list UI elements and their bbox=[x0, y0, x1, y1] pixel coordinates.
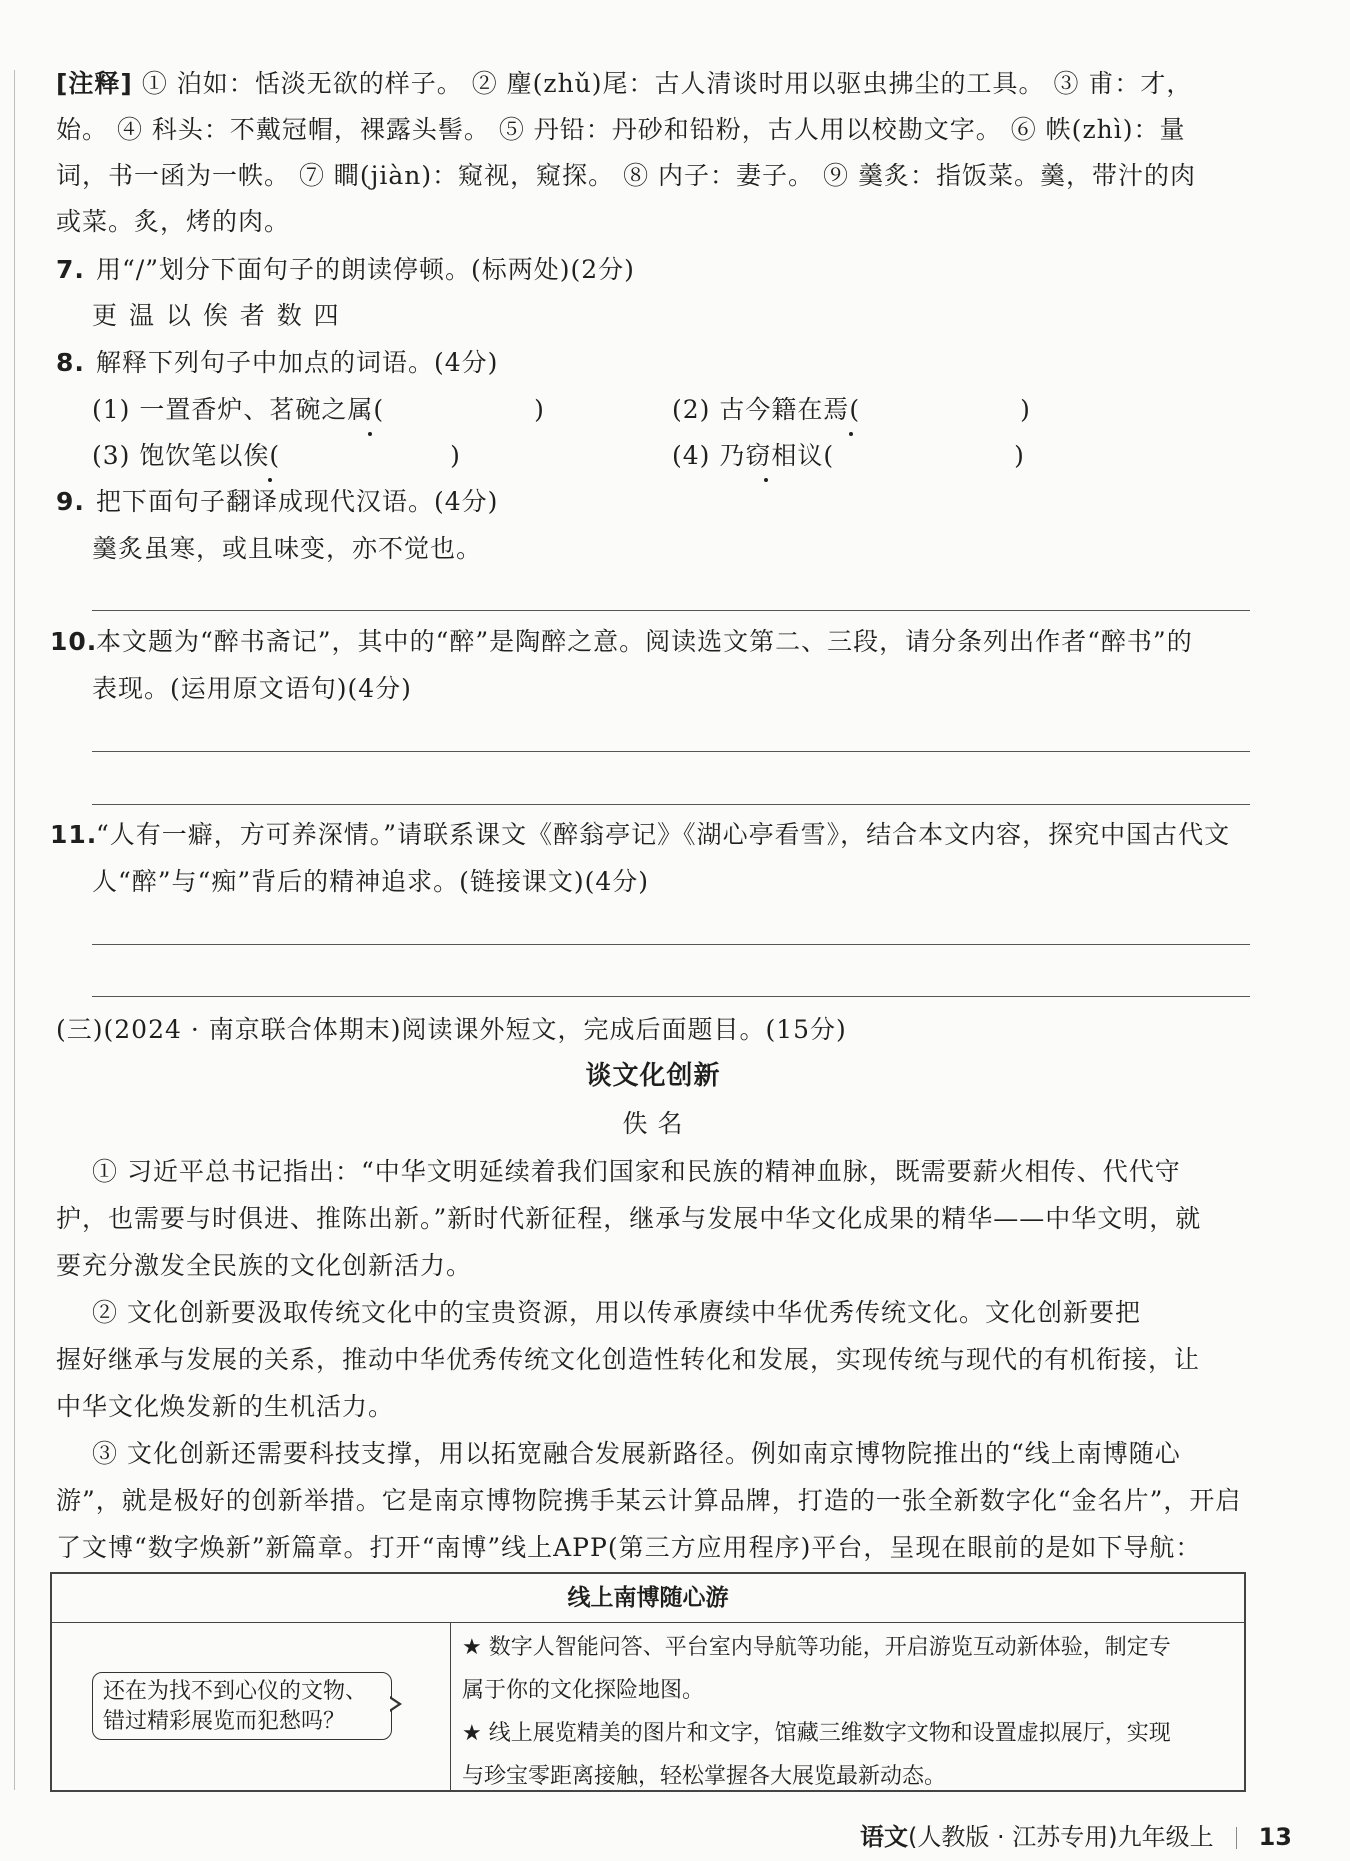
feature-line-2: 属于你的文化探险地图。 bbox=[462, 1678, 705, 1703]
page-footer bbox=[860, 1817, 1292, 1852]
answer-line[interactable] bbox=[92, 751, 1250, 752]
bubble-line-1: 还在为找不到心仪的文物、 bbox=[103, 1679, 368, 1704]
emphasis-dot bbox=[764, 478, 768, 482]
question-text: 本文题为“醉书斋记”，其中的“醉”是陶醉之意。阅读选文第二、三段，请分条列出作者“醉书”的 bbox=[96, 627, 1193, 656]
question-9 bbox=[56, 484, 1250, 520]
answer-line[interactable] bbox=[92, 944, 1250, 945]
article-p3-line-1: ③ 文化创新还需要科技支撑，用以拓宽融合发展新路径。例如南京博物院推出的“线上南博随心 bbox=[92, 1439, 1181, 1468]
bubble-line-2: 错过精彩展览而犯愁吗？ bbox=[103, 1709, 346, 1734]
item-text: (4) 乃窃相议( bbox=[672, 441, 835, 470]
notes-line-4: 或菜。炙，烤的肉。 bbox=[56, 207, 291, 236]
article-p1-line-1: ① 习近平总书记指出：“中华文明延续着我们国家和民族的精神血脉，既需要薪火相传、代代守 bbox=[92, 1157, 1181, 1186]
q10-line-2: 表现。(运用原文语句)(4分) bbox=[92, 674, 412, 703]
item-text: (3) 饱饮笔以俟( bbox=[92, 441, 281, 470]
item-close: ) bbox=[1014, 441, 1025, 470]
question-number: 9. bbox=[56, 487, 85, 516]
binding-rule bbox=[14, 70, 15, 1790]
question-text: “人有一癖，方可养深情。”请联系课文《醉翁亭记》《湖心亭看雪》，结合本文内容，探究中国古代文 bbox=[96, 820, 1231, 849]
notes-tag: [注释] bbox=[56, 69, 133, 98]
article-p1-line-2: 护，也需要与时俱进、推陈出新。”新时代新征程，继承与发展中华文化成果的精华——中华文明，就 bbox=[56, 1204, 1202, 1233]
emphasis-dot bbox=[849, 432, 853, 436]
question-number: 11. bbox=[50, 820, 98, 849]
article-p3-line-2: 游”，就是极好的创新举措。它是南京博物院携手某云计算品牌，打造的一张全新数字化“金名片”，开启 bbox=[56, 1486, 1242, 1515]
q9-sentence: 羹炙虽寒，或且味变，亦不觉也。 bbox=[92, 534, 483, 563]
article-p2-line-1: ② 文化创新要汲取传统文化中的宝贵资源，用以传承赓续中华优秀传统文化。文化创新要把 bbox=[92, 1298, 1141, 1327]
q8-item-1 bbox=[92, 392, 612, 428]
question-number: 7. bbox=[56, 255, 85, 284]
item-text: (1) 一置香炉、茗碗之属( bbox=[92, 395, 385, 424]
feature-line-4: 与珍宝零距离接触，轻松掌握各大展览最新动态。 bbox=[462, 1764, 947, 1789]
question-11 bbox=[50, 817, 1250, 853]
footer-edition: (人教版 · 江苏专用)九年级上 bbox=[907, 1823, 1214, 1851]
emphasis-dot bbox=[368, 432, 372, 436]
answer-line[interactable] bbox=[92, 804, 1250, 805]
bubble-tail-inner bbox=[389, 1698, 398, 1710]
notes-line-3: 词，书一函为一帙。 ⑦ 瞷(jiàn)：窥视，窥探。 ⑧ 内子：妻子。 ⑨ 羹炙：指饭菜。羹，带汁的肉 bbox=[56, 161, 1196, 190]
q8-item-2 bbox=[672, 392, 1232, 428]
navigation-table-right-cell bbox=[462, 1626, 1238, 1798]
item-close: ) bbox=[450, 441, 461, 470]
page-number: 13 bbox=[1258, 1823, 1292, 1851]
emphasis-dot bbox=[268, 478, 272, 482]
article-p2-line-2: 握好继承与发展的关系，推动中华优秀传统文化创造性转化和发展，实现传统与现代的有机衔接，让 bbox=[56, 1345, 1201, 1374]
q8-item-4 bbox=[672, 438, 1232, 474]
notes-line-2: 始。 ④ 科头：不戴冠帽，裸露头髻。 ⑤ 丹铅：丹砂和铅粉，古人用以校勘文字。 ⑥ 帙(zhì)：量 bbox=[56, 115, 1186, 144]
q8-item-3 bbox=[92, 438, 612, 474]
feature-line-1: ★ 数字人智能问答、平台室内导航等功能，开启游览互动新体验，制定专 bbox=[462, 1635, 1171, 1660]
article-author: 佚 名 bbox=[622, 1109, 684, 1138]
question-text: 解释下列句子中加点的词语。(4分) bbox=[96, 348, 499, 377]
question-number: 10. bbox=[50, 627, 98, 656]
notes-text-1: ① 泊如：恬淡无欲的样子。 ② 麈(zhǔ)尾：古人清谈时用以驱虫拂尘的工具。 ③ 甫：才， bbox=[141, 69, 1193, 98]
answer-line[interactable] bbox=[92, 996, 1250, 997]
footer-divider bbox=[1236, 1827, 1237, 1849]
feature-line-3: ★ 线上展览精美的图片和文字，馆藏三维数字文物和设置虚拟展厅，实现 bbox=[462, 1721, 1171, 1746]
item-close: ) bbox=[1020, 395, 1031, 424]
footer-subject: 语文 bbox=[859, 1823, 908, 1851]
question-7 bbox=[56, 252, 1250, 288]
question-text: 用“/”划分下面句子的朗读停顿。(标两处)(2分) bbox=[96, 255, 635, 284]
question-text: 把下面句子翻译成现代汉语。(4分) bbox=[96, 487, 499, 516]
article-p2-line-3: 中华文化焕发新的生机活力。 bbox=[56, 1392, 395, 1421]
article-p1-line-3: 要充分激发全民族的文化创新活力。 bbox=[56, 1251, 473, 1280]
item-text: (2) 古今籍在焉( bbox=[672, 395, 861, 424]
navigation-table-title: 线上南博随心游 bbox=[52, 1574, 1244, 1623]
question-10 bbox=[50, 624, 1250, 660]
article-title: 谈文化创新 bbox=[585, 1061, 721, 1091]
speech-bubble bbox=[92, 1672, 392, 1740]
article-p3-line-3: 了文博“数字焕新”新篇章。打开“南博”线上APP(第三方应用程序)平台，呈现在眼前的是如下导航： bbox=[56, 1533, 1202, 1562]
question-number: 8. bbox=[56, 348, 85, 377]
q11-line-2: 人“醉”与“痴”背后的精神追求。(链接课文)(4分) bbox=[92, 867, 650, 896]
q7-sentence: 更 温 以 俟 者 数 四 bbox=[92, 301, 341, 330]
navigation-table bbox=[50, 1572, 1246, 1792]
question-8 bbox=[56, 345, 1250, 381]
item-close: ) bbox=[534, 395, 545, 424]
section-3-heading: (三)(2024 · 南京联合体期末)阅读课外短文，完成后面题目。(15分) bbox=[56, 1015, 847, 1044]
notes-line-1 bbox=[56, 66, 1250, 102]
answer-line[interactable] bbox=[92, 610, 1250, 611]
navigation-table-left-cell bbox=[52, 1622, 451, 1790]
